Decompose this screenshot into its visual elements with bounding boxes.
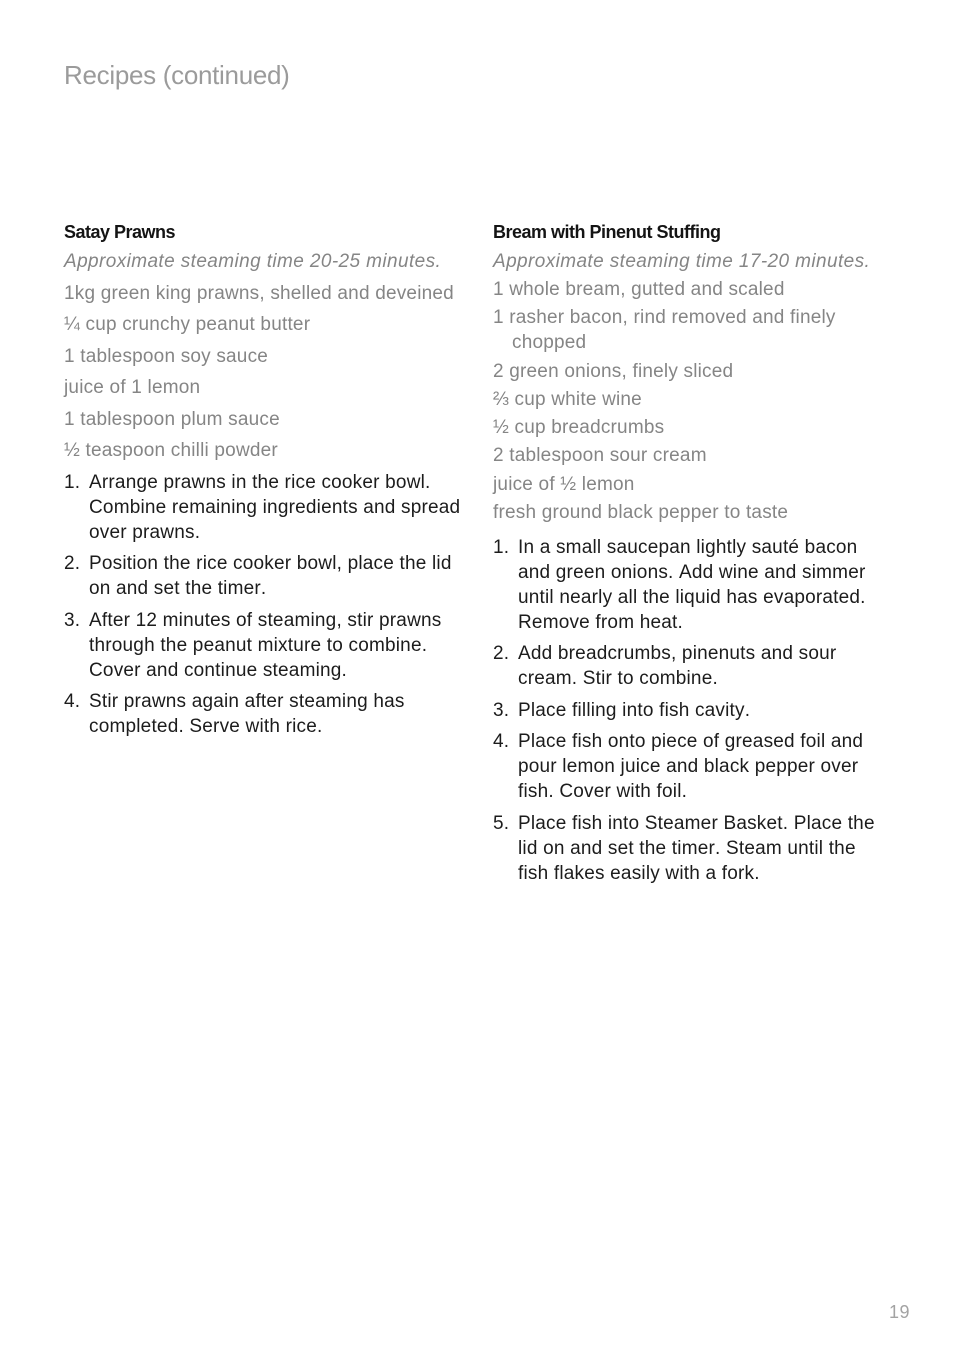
step-item xyxy=(64,689,468,739)
step-number: 4. xyxy=(64,691,81,713)
page-number: 19 xyxy=(888,1302,910,1322)
step-text: In a small saucepan lightly sauté bacon and green onions. Add wine and simmer until nearly all the liquid has evaporated. Remove from heat. xyxy=(518,536,866,633)
page-title: Recipes (continued) xyxy=(64,60,290,90)
recipe-title: Bream with Pinenut Stuffing xyxy=(493,222,721,242)
step-item xyxy=(64,470,468,545)
steaming-time: Approximate steaming time 20-25 minutes. xyxy=(64,251,442,272)
ingredient-item: 2 green onions, finely sliced xyxy=(493,360,734,382)
step-number: 3. xyxy=(64,609,81,631)
step-item xyxy=(493,729,883,804)
recipe-bream-pinenut-stuffing xyxy=(493,220,883,892)
steaming-time: Approximate steaming time 17-20 minutes. xyxy=(493,251,871,272)
ingredient-item: fresh ground black pepper to taste xyxy=(493,502,789,524)
ingredient-item: ⅔ cup white wine xyxy=(493,388,642,410)
step-text: Stir prawns again after steaming has completed. Serve with rice. xyxy=(89,691,405,738)
step-text: Arrange prawns in the rice cooker bowl. Combine remaining ingredients and spread over prawns. xyxy=(89,471,461,543)
ingredient-list xyxy=(64,281,468,463)
recipe-satay-prawns xyxy=(64,220,468,746)
step-text: Place fish into Steamer Basket. Place the lid on and set the timer. Steam until the fish flakes easily with a fork. xyxy=(518,812,875,884)
step-number: 5. xyxy=(493,812,510,834)
step-item xyxy=(64,608,468,683)
step-text: After 12 minutes of steaming, stir prawns through the peanut mixture to combine. Cover and continue steaming. xyxy=(89,609,442,681)
recipe-title: Satay Prawns xyxy=(64,222,176,242)
method-steps xyxy=(493,535,883,886)
step-number: 2. xyxy=(493,643,510,665)
ingredient-item: 1 rasher bacon, rind removed and finely chopped xyxy=(493,307,836,354)
ingredient-item: ¼ cup crunchy peanut butter xyxy=(64,314,311,336)
ingredient-item: juice of 1 lemon xyxy=(64,377,201,399)
ingredient-item: juice of ½ lemon xyxy=(493,473,635,495)
method-steps xyxy=(64,470,468,740)
step-item xyxy=(493,535,883,635)
step-item xyxy=(64,551,468,601)
step-number: 1. xyxy=(64,471,81,493)
step-number: 4. xyxy=(493,731,510,753)
step-text: Place filling into fish cavity. xyxy=(518,699,751,721)
ingredient-item: 1 whole bream, gutted and scaled xyxy=(493,279,785,300)
ingredient-item: ½ cup breadcrumbs xyxy=(493,417,665,439)
ingredient-item: 2 tablespoon sour cream xyxy=(493,445,707,467)
step-number: 2. xyxy=(64,553,81,575)
ingredient-item: 1 tablespoon soy sauce xyxy=(64,345,269,367)
step-item xyxy=(493,698,883,723)
step-text: Position the rice cooker bowl, place the lid on and set the timer. xyxy=(89,553,452,600)
ingredient-item: ½ teaspoon chilli powder xyxy=(64,439,278,461)
step-item xyxy=(493,811,883,886)
step-text: Place fish onto piece of greased foil and pour lemon juice and black pepper over fish. Cover with foil. xyxy=(518,731,864,803)
ingredient-item: 1kg green king prawns, shelled and deveined xyxy=(64,283,454,304)
step-text: Add breadcrumbs, pinenuts and sour cream. Stir to combine. xyxy=(518,643,837,690)
ingredient-list xyxy=(493,277,883,525)
step-number: 3. xyxy=(493,699,510,721)
ingredient-item: 1 tablespoon plum sauce xyxy=(64,408,280,430)
step-number: 1. xyxy=(493,536,510,558)
step-item xyxy=(493,641,883,691)
